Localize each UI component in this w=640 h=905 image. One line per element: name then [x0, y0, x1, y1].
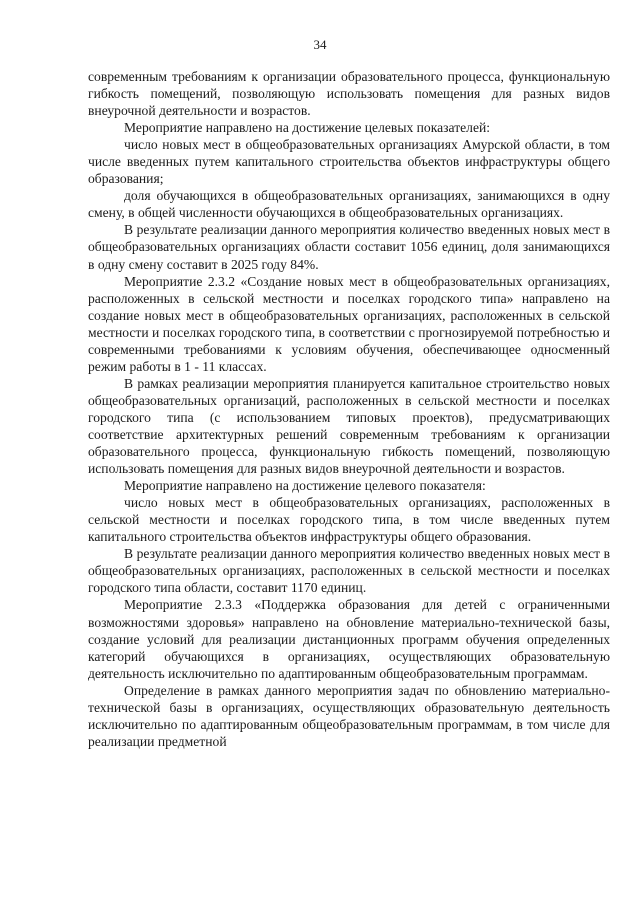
paragraph: Мероприятие 2.3.2 «Создание новых мест в общеобразовательных организациях, расположенных в сельской местности и поселках городского типа» направлено на создание новых мест в общеобразовательных организациях, расположенных в сельской местности и поселках городского типа, в соответствии с прогнозируемой потребностью и современными требованиями к условиям обучения, обеспечивающее односменный режим работы в 1 - 11 классах.: [88, 273, 610, 374]
paragraph: доля обучающихся в общеобразовательных организациях, занимающихся в одну смену, в общей численности обучающихся в общеобразовательных организациях.: [88, 188, 610, 221]
paragraph: Определение в рамках данного мероприятия задач по обновлению материально-технической базы в организациях, осуществляющих образовательную деятельность исключительно по адаптированным общеобразовательным программам, в том числе для реализации предметной: [88, 682, 610, 749]
paragraph: современным требованиям к организации образовательного процесса, функциональную гибкость помещений, позволяющую использовать помещения для разных видов внеурочной деятельности и возрастов.: [88, 69, 610, 119]
paragraph: В результате реализации данного мероприятия количество введенных новых мест в общеобразовательных организациях, расположенных в сельской местности и поселках городского типа области, составит 1170 единиц.: [88, 546, 610, 596]
paragraph: число новых мест в общеобразовательных организациях, расположенных в сельской местности и поселках городского типа, в том числе введенных путем капитального строительства объектов инфраструктуры общего образования.: [88, 495, 610, 545]
page-number: 34: [313, 37, 327, 52]
paragraph: Мероприятие 2.3.3 «Поддержка образования для детей с ограниченными возможностями здоровья» направлено на обновление материально-технической базы, создание условий для реализации дистанционных программ обучения определенных категорий обучающихся в организациях, осуществляющих образовательную деятельность исключительно по адаптированным общеобразовательным программам.: [88, 597, 610, 681]
paragraph: В результате реализации данного мероприятия количество введенных новых мест в общеобразовательных организациях области составит 1056 единиц, доля занимающихся в одну смену составит в 2025 году 84%.: [88, 222, 610, 272]
paragraph: Мероприятие направлено на достижение целевых показателей:: [124, 120, 491, 136]
paragraph: Мероприятие направлено на достижение целевого показателя:: [124, 478, 486, 494]
document-body: [88, 68, 610, 750]
paragraph: число новых мест в общеобразовательных организациях Амурской области, в том числе введенных путем капитального строительства объектов инфраструктуры общего образования;: [88, 137, 610, 187]
paragraph: В рамках реализации мероприятия планируется капитальное строительство новых общеобразовательных организаций, расположенных в сельской местности и поселках городского типа (с использованием типовых проектов), предусматривающих соответствие архитектурных решений современным требованиям к организации образовательного процесса, функциональную гибкость помещений, позволяющую использовать помещения для разных видов внеурочной деятельности и возрастов.: [88, 375, 610, 477]
